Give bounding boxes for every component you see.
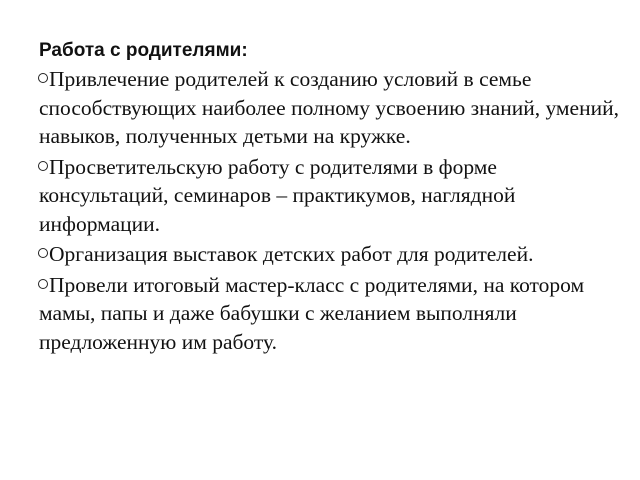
bullet-circle-icon <box>38 73 48 83</box>
bullet-item <box>39 65 626 151</box>
bullet-text: Просветительскую работу с родителями в форме консультаций, семинаров – практикумов, наглядной информации. <box>39 154 516 236</box>
bullet-item <box>39 240 626 269</box>
bullet-item <box>39 153 626 239</box>
bullet-circle-icon <box>38 248 48 258</box>
bullet-list <box>39 65 626 356</box>
bullet-item <box>39 271 626 357</box>
bullet-circle-icon <box>38 279 48 289</box>
bullet-text: Организация выставок детских работ для родителей. <box>49 242 534 266</box>
slide-heading: Работа с родителями: <box>39 40 248 61</box>
bullet-text: Провели итоговый мастер-класс с родителями, на котором мамы, папы и даже бабушки с желанием выполняли предложенную им работу. <box>39 272 585 354</box>
bullet-text: Привлечение родителей к созданию условий в семье способствующих наиболее полному усвоению знаний, умений, навыков, полученных детьми на кружке. <box>39 67 619 148</box>
bullet-circle-icon <box>38 161 48 171</box>
